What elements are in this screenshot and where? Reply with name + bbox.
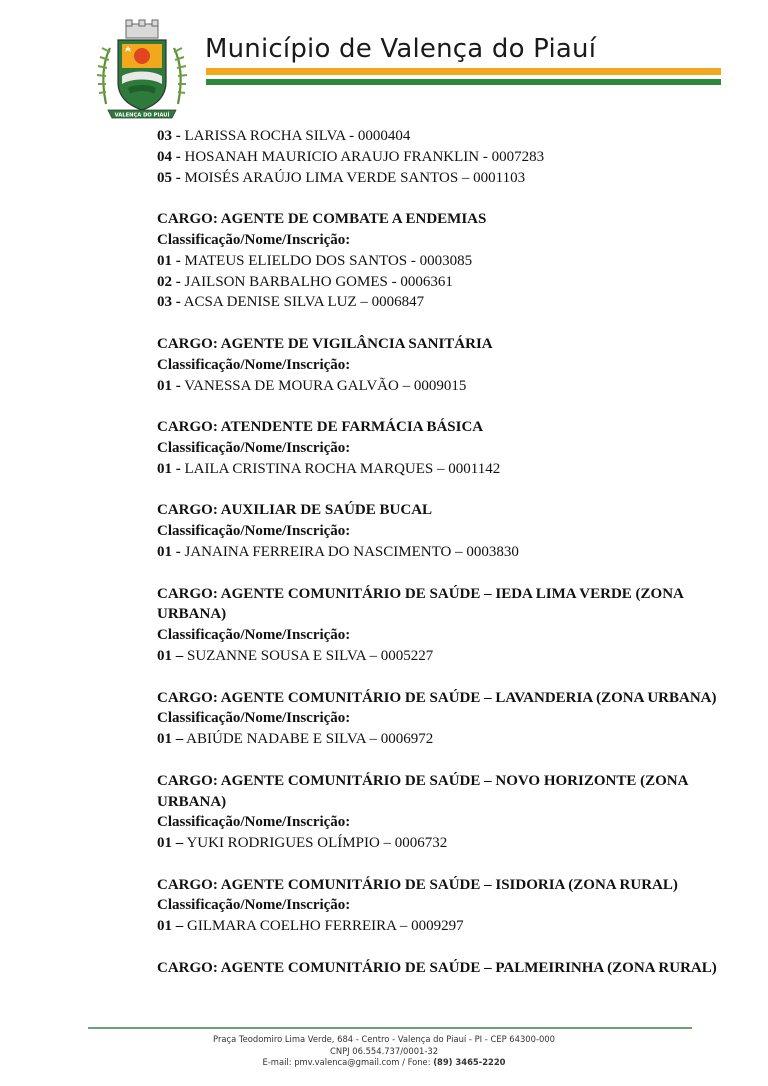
document-body: [157, 126, 717, 979]
letterhead: [0, 0, 768, 128]
cargo-heading: CARGO: AGENTE COMUNITÁRIO DE SAÚDE – PALMEIRINHA (ZONA RURAL): [157, 959, 717, 976]
list-item: 03 - LARISSA ROCHA SILVA - 0000404: [157, 128, 411, 144]
classification-label: Classificação/Nome/Inscrição:: [157, 627, 351, 644]
cargo-heading: CARGO: AGENTE DE COMBATE A ENDEMIAS: [157, 211, 487, 228]
cargo-heading: CARGO: AGENTE COMUNITÁRIO DE SAÚDE – NOVO HORIZONTE (ZONA URBANA): [157, 772, 688, 810]
classification-label: Classificação/Nome/Inscrição:: [157, 439, 351, 456]
footer-address: Praça Teodomiro Lima Verde, 684 - Centro - Valença do Piauí - PI - CEP 64300-000: [213, 1034, 555, 1044]
cargo-heading: CARGO: AGENTE DE VIGILÂNCIA SANITÁRIA: [157, 335, 493, 352]
list-item: 03 - ACSA DENISE SILVA LUZ – 0006847: [157, 294, 425, 311]
municipality-title: Município de Valença do Piauí: [205, 34, 597, 64]
cargo-heading: CARGO: AGENTE COMUNITÁRIO DE SAÚDE – IEDA LIMA VERDE (ZONA URBANA): [157, 585, 684, 623]
list-item: 01 - MATEUS ELIELDO DOS SANTOS - 0003085: [157, 252, 473, 269]
municipal-crest-icon: [92, 18, 192, 124]
footer-contact: [0, 1057, 768, 1069]
footer-email: E-mail: pmv.valenca@gmail.com / Fone:: [262, 1057, 434, 1067]
classification-label: Classificação/Nome/Inscrição:: [157, 356, 351, 373]
footer-phone: (89) 3465-2220: [433, 1057, 506, 1067]
cargo-heading: CARGO: AUXILIAR DE SAÚDE BUCAL: [157, 502, 433, 519]
classification-label: Classificação/Nome/Inscrição:: [157, 814, 351, 831]
svg-text:VALENÇA DO PIAUÍ: VALENÇA DO PIAUÍ: [114, 112, 170, 119]
list-item: 04 - HOSANAH MAURICIO ARAUJO FRANKLIN - 0007283: [157, 148, 545, 165]
list-item: 02 - JAILSON BARBALHO GOMES - 0006361: [157, 273, 453, 290]
classification-label: Classificação/Nome/Inscrição:: [157, 897, 351, 914]
classification-label: Classificação/Nome/Inscrição:: [157, 710, 351, 727]
list-item: 01 – GILMARA COELHO FERREIRA – 0009297: [157, 918, 464, 935]
cargo-heading: CARGO: AGENTE COMUNITÁRIO DE SAÚDE – ISIDORIA (ZONA RURAL): [157, 876, 678, 893]
header-stripe-green: [206, 79, 721, 85]
footer-cnpj: CNPJ 06.554.737/0001-32: [329, 1045, 439, 1056]
footer: [0, 1034, 768, 1069]
list-item: 05 - MOISÉS ARAÚJO LIMA VERDE SANTOS – 0001103: [157, 169, 526, 186]
footer-divider: [88, 1027, 692, 1029]
list-item: 01 - VANESSA DE MOURA GALVÃO – 0009015: [157, 377, 467, 394]
list-item: 01 - LAILA CRISTINA ROCHA MARQUES – 0001142: [157, 460, 501, 477]
cargo-heading: CARGO: ATENDENTE DE FARMÁCIA BÁSICA: [157, 419, 484, 436]
list-item: 01 – YUKI RODRIGUES OLÍMPIO – 0006732: [157, 835, 448, 852]
classification-label: Classificação/Nome/Inscrição:: [157, 231, 351, 248]
list-item: 01 – SUZANNE SOUSA E SILVA – 0005227: [157, 647, 434, 664]
list-item: 01 - JANAINA FERREIRA DO NASCIMENTO – 0003830: [157, 543, 519, 560]
list-item: 01 – ABIÚDE NADABE E SILVA – 0006972: [157, 731, 434, 748]
header-stripe-orange: [206, 68, 721, 75]
classification-label: Classificação/Nome/Inscrição:: [157, 523, 351, 540]
cargo-heading: CARGO: AGENTE COMUNITÁRIO DE SAÚDE – LAVANDERIA (ZONA URBANA): [157, 689, 717, 706]
